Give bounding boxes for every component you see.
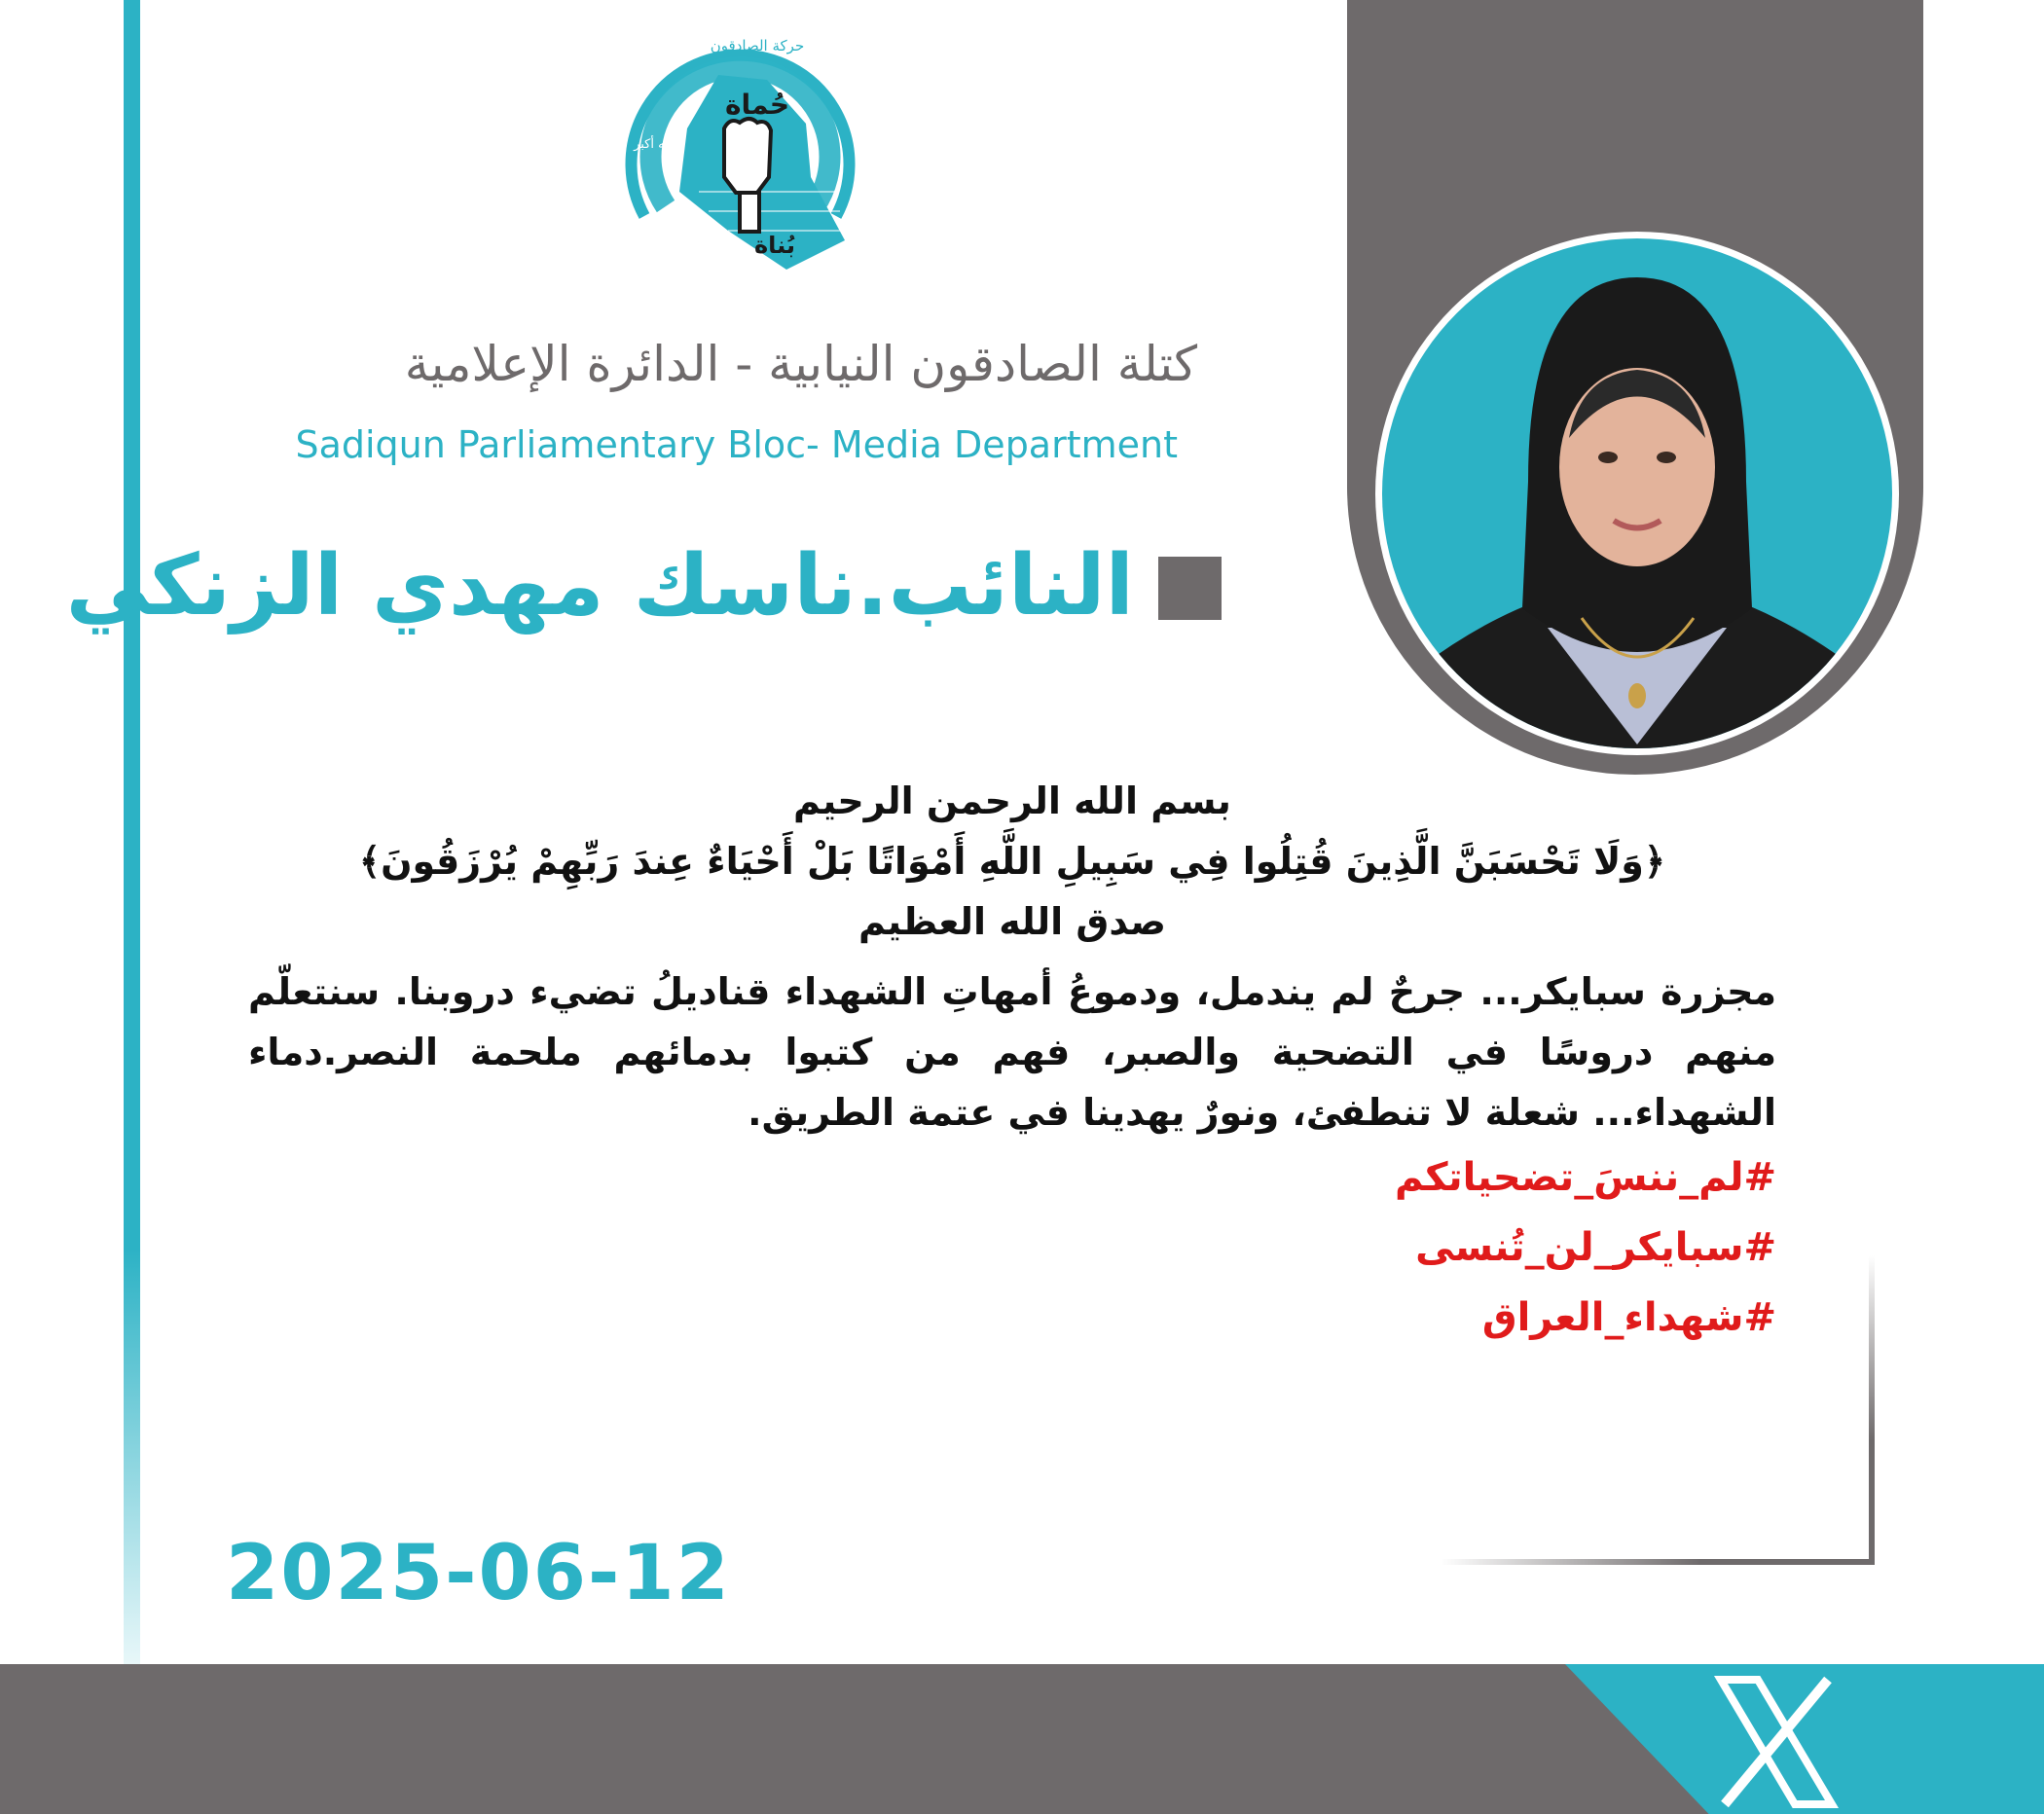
- post-date: 2025-06-12: [226, 1530, 731, 1617]
- hashtag[interactable]: #لم_ننسَ_تضحياتكم: [1394, 1155, 1776, 1200]
- frame-line-horizontal: [1441, 1559, 1875, 1565]
- bloc-name-arabic: كتلة الصادقون النيابية - الدائرة الإعلامية: [404, 336, 1197, 392]
- hashtag[interactable]: #شهداء_العراق: [1481, 1295, 1776, 1340]
- statement-paragraph: مجزرة سبايكر... جرحٌ لم يندمل، ودموعُ أمهاتِ الشهداء قناديلُ تضيء دروبنا. سنتعلّم منهم دروسًا في التضحية والصبر، فهم من كتبوا بدمائهم ملحمة النصر.دماء الشهداء... شعلة لا تنطفئ، ونورٌ يهدينا في عتمة الطريق.: [248, 970, 1776, 1134]
- sadiqun-fist-iraq-map-icon: [611, 21, 869, 279]
- left-accent-bar: [124, 0, 140, 1664]
- hashtag[interactable]: #سبايكر_لن_تُنسى: [1415, 1225, 1776, 1270]
- quran-verse: ﴿وَلَا تَحْسَبَنَّ الَّذِينَ قُتِلُوا فِي سَبِيلِ اللَّهِ أَمْوَاتًا بَلْ أَحْيَاءٌ عِندَ رَبِّهِمْ يُرْزَقُونَ﴾: [358, 840, 1666, 883]
- bloc-name-english: Sadiqun Parliamentary Bloc- Media Department: [295, 423, 1178, 466]
- verse-closing: صدق الله العظيم: [858, 900, 1167, 943]
- frame-line-vertical: [1869, 1255, 1875, 1565]
- basmala: بسم الله الرحمن الرحيم: [793, 780, 1231, 822]
- x-logo-icon[interactable]: [1713, 1674, 1840, 1810]
- mp-title-block: [65, 537, 1222, 650]
- statement-body: [248, 771, 1776, 1353]
- logo-main-text: حُماة: [725, 89, 789, 121]
- mp-name: النائب.ناسك مهدي الزنكي: [65, 537, 1134, 635]
- title-square-marker: [1158, 557, 1222, 620]
- x-logo-glyph: [1713, 1674, 1840, 1810]
- portrait-photo: [1382, 238, 1892, 748]
- logo-left-text: الله أكبر: [634, 137, 676, 152]
- logo-bottom-text: بُناة: [754, 232, 795, 259]
- sadiqun-logo: [611, 21, 869, 279]
- logo-top-text: حركة الصادقون: [710, 37, 805, 54]
- portrait-illustration: [1382, 238, 1892, 748]
